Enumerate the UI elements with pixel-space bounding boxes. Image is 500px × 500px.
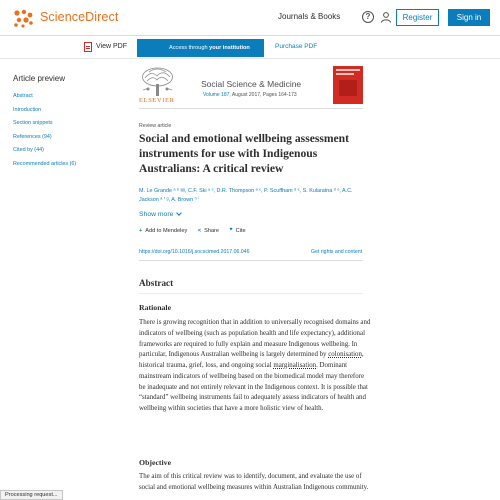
- rationale-text: . Dominant mainstream indicators of wellbeing based on the biomedical model may therefore be inadequate and not entirely relevant in the Indigenous context. It is possible that “standard” wellbeing instruments fail to adequately assess indicators of health and wellbeing within societies that have a more holistic view of health.: [139, 362, 368, 412]
- colonisation-term-link[interactable]: colonisation: [328, 351, 362, 359]
- rationale-heading: Rationale: [139, 303, 172, 312]
- cover-decoration: [336, 69, 360, 71]
- help-icon[interactable]: ?: [362, 11, 374, 23]
- journal-volume-link[interactable]: Volume 187: [203, 92, 230, 98]
- article-toolbar: [0, 37, 500, 59]
- elsevier-wordmark: ELSEVIER: [139, 97, 175, 104]
- sidebar-item-abstract[interactable]: Abstract: [13, 93, 33, 99]
- access-institution-bold: your institution: [209, 45, 250, 51]
- browser-status-bar: Processing request...: [0, 490, 63, 500]
- register-button[interactable]: Register: [396, 9, 439, 26]
- journal-cover-image[interactable]: [333, 66, 363, 104]
- rationale-text: There is growing recognition that in addition to universally recognised domains and indicators of wellbeing (such as population health and life expectancy), additional frameworks are required to fully explain and measure Indigenous wellbeing. In particular, Indigenous Australian wellbeing is largely determined by: [139, 319, 371, 359]
- sidebar-item-introduction[interactable]: Introduction: [13, 106, 42, 113]
- share-button[interactable]: [198, 228, 219, 234]
- article-title: Social and emotional wellbeing assessment instruments for use with Indigenous Australians: A critical review: [139, 132, 349, 175]
- elsevier-tree-logo-icon[interactable]: [139, 66, 176, 96]
- show-more-label: Show more: [139, 211, 174, 218]
- sciencedirect-logo-icon[interactable]: [12, 8, 34, 28]
- rationale-paragraph: [139, 318, 371, 415]
- divider: [139, 108, 363, 109]
- pdf-icon: [84, 42, 92, 52]
- cite-label: Cite: [235, 228, 246, 234]
- show-more-button[interactable]: [139, 211, 181, 218]
- access-institution-button[interactable]: [137, 39, 264, 57]
- journals-books-link[interactable]: Journals & Books: [278, 12, 341, 21]
- view-pdf-link[interactable]: View PDF: [96, 43, 127, 50]
- sidebar-item-recommended[interactable]: Recommended articles (6): [13, 160, 77, 167]
- rights-content-link[interactable]: Get rights and content: [311, 249, 363, 255]
- journal-title-link[interactable]: Social Science & Medicine: [201, 79, 302, 89]
- rationale-text: , historical trauma, grief, loss, and ongoing social: [139, 351, 364, 369]
- divider: [139, 293, 363, 294]
- author-line[interactable]: M. Le Grande ᵃ ᵇ ✉, C.F. Ski ᵃ ᶜ, D.R. Thompson ᵃ ᶜ, P. Scuffham ᵈ ᵉ, S. Kularatna ᵈ ᵉ, A.C.: [139, 188, 353, 194]
- marginalisation-term-link[interactable]: marginalisation: [273, 362, 317, 369]
- abstract-heading: Abstract: [139, 278, 174, 288]
- sidebar-item-cited-by[interactable]: Cited by (44): [13, 147, 44, 153]
- sign-in-button[interactable]: Sign in: [448, 9, 490, 26]
- access-prefix: Access through: [169, 45, 210, 51]
- objective-paragraph: The aim of this critical review was to identify, document, and evaluate the use of social and emotional wellbeing measures within Australian Indigenous community.: [139, 473, 369, 491]
- doi-link[interactable]: https://doi.org/10.1016/j.socscimed.2017.06.046: [139, 249, 250, 255]
- author-list: [139, 187, 365, 205]
- divider: [139, 260, 363, 261]
- add-to-mendeley-button[interactable]: [139, 228, 187, 234]
- journal-volume-info: [203, 92, 297, 98]
- plus-icon: +: [139, 228, 143, 234]
- chevron-down-icon: [177, 210, 183, 216]
- article-type-label: Review article: [139, 123, 172, 129]
- journal-date-pages: , August 2017, Pages 164-173: [229, 92, 297, 98]
- purchase-pdf-link[interactable]: Purchase PDF: [275, 43, 318, 50]
- objective-heading: Objective: [139, 458, 172, 467]
- sidebar-item-references[interactable]: References (94): [13, 133, 52, 140]
- share-label: Share: [204, 228, 220, 234]
- article-actions: [139, 228, 255, 234]
- site-header: [0, 0, 500, 36]
- mendeley-label: Add to Mendeley: [145, 228, 188, 234]
- author-line[interactable]: Jackson ᵃ ᶠ ᵍ, A. Brown ʰ ⁱ: [139, 197, 200, 203]
- cite-button[interactable]: [230, 228, 246, 234]
- quote-icon: ❞: [229, 228, 233, 234]
- user-icon[interactable]: [380, 11, 392, 23]
- sidebar-outline: [13, 93, 76, 174]
- sciencedirect-logo-text[interactable]: ScienceDirect: [40, 10, 119, 24]
- cover-decoration: [339, 80, 357, 96]
- cover-decoration: [336, 73, 354, 75]
- share-icon: <: [197, 228, 202, 234]
- sidebar-item-section-snippets[interactable]: Section snippets: [13, 120, 53, 126]
- article-preview-title: Article preview: [13, 74, 66, 83]
